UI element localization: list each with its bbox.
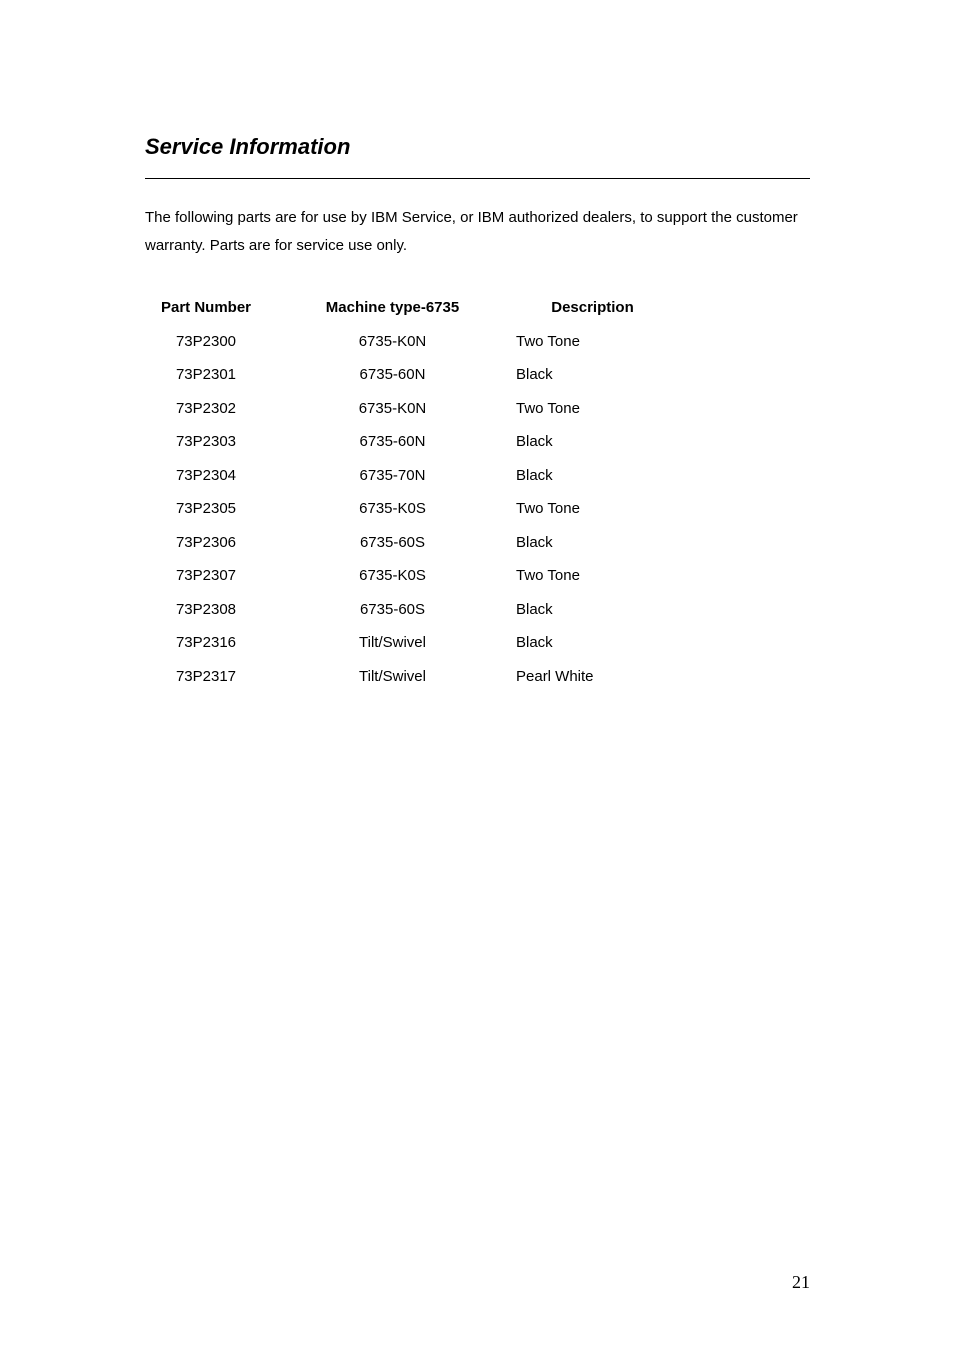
part-number-cell: 73P2302 <box>175 399 237 417</box>
description-cell: Two Tone <box>516 567 580 584</box>
description-cell: Black <box>516 366 553 383</box>
part-number-cell: 73P2306 <box>175 533 237 551</box>
part-number-cell: 73P2316 <box>175 634 237 651</box>
table-row <box>145 325 665 359</box>
page-title: Service Information <box>145 134 351 159</box>
machine-type-cell: 6735-60N <box>359 433 426 450</box>
header-description: Description <box>551 299 634 316</box>
description-cell: Black <box>516 533 553 551</box>
parts-table <box>145 291 665 693</box>
machine-type-cell: Tilt/Swivel <box>359 667 426 685</box>
intro-paragraph: The following parts are for use by IBM Service, or IBM authorized dealers, to support the customer warranty. Parts are for service use only. <box>145 209 798 254</box>
table-row <box>145 626 665 660</box>
part-number-cell: 73P2303 <box>175 433 237 450</box>
table-row <box>145 459 665 493</box>
description-cell: Pearl White <box>516 667 594 685</box>
description-cell: Two Tone <box>516 399 580 417</box>
part-number-cell: 73P2317 <box>175 667 237 685</box>
part-number-cell: 73P2305 <box>175 500 237 517</box>
page-number: 21 <box>792 1272 810 1292</box>
description-cell: Black <box>516 600 553 618</box>
part-number-cell: 73P2300 <box>175 332 237 350</box>
part-number-cell: 73P2304 <box>175 466 237 484</box>
machine-type-cell: Tilt/Swivel <box>359 634 426 651</box>
machine-type-cell: 6735-60S <box>359 533 426 551</box>
header-machine-type: Machine type-6735 <box>325 299 460 316</box>
table-row <box>145 392 665 426</box>
table-row <box>145 660 665 694</box>
table-row <box>145 358 665 392</box>
machine-type-cell: 6735-K0S <box>359 500 426 517</box>
machine-type-cell: 6735-60S <box>359 600 426 618</box>
machine-type-cell: 6735-70N <box>359 466 426 484</box>
table-header-row <box>145 291 665 325</box>
title-divider <box>145 178 810 179</box>
machine-type-cell: 6735-K0N <box>358 332 427 350</box>
description-cell: Black <box>516 634 553 651</box>
description-cell: Two Tone <box>516 332 580 350</box>
table-row <box>145 593 665 627</box>
table-row <box>145 425 665 459</box>
part-number-cell: 73P2307 <box>175 567 237 584</box>
machine-type-cell: 6735-60N <box>359 366 426 383</box>
table-row <box>145 526 665 560</box>
description-cell: Black <box>516 466 553 484</box>
table-row <box>145 559 665 593</box>
part-number-cell: 73P2308 <box>175 600 237 618</box>
description-cell: Black <box>516 433 553 450</box>
description-cell: Two Tone <box>516 500 580 517</box>
table-row <box>145 492 665 526</box>
machine-type-cell: 6735-K0N <box>358 399 427 417</box>
machine-type-cell: 6735-K0S <box>359 567 426 584</box>
part-number-cell: 73P2301 <box>175 366 237 383</box>
header-part-number: Part Number <box>160 299 252 316</box>
